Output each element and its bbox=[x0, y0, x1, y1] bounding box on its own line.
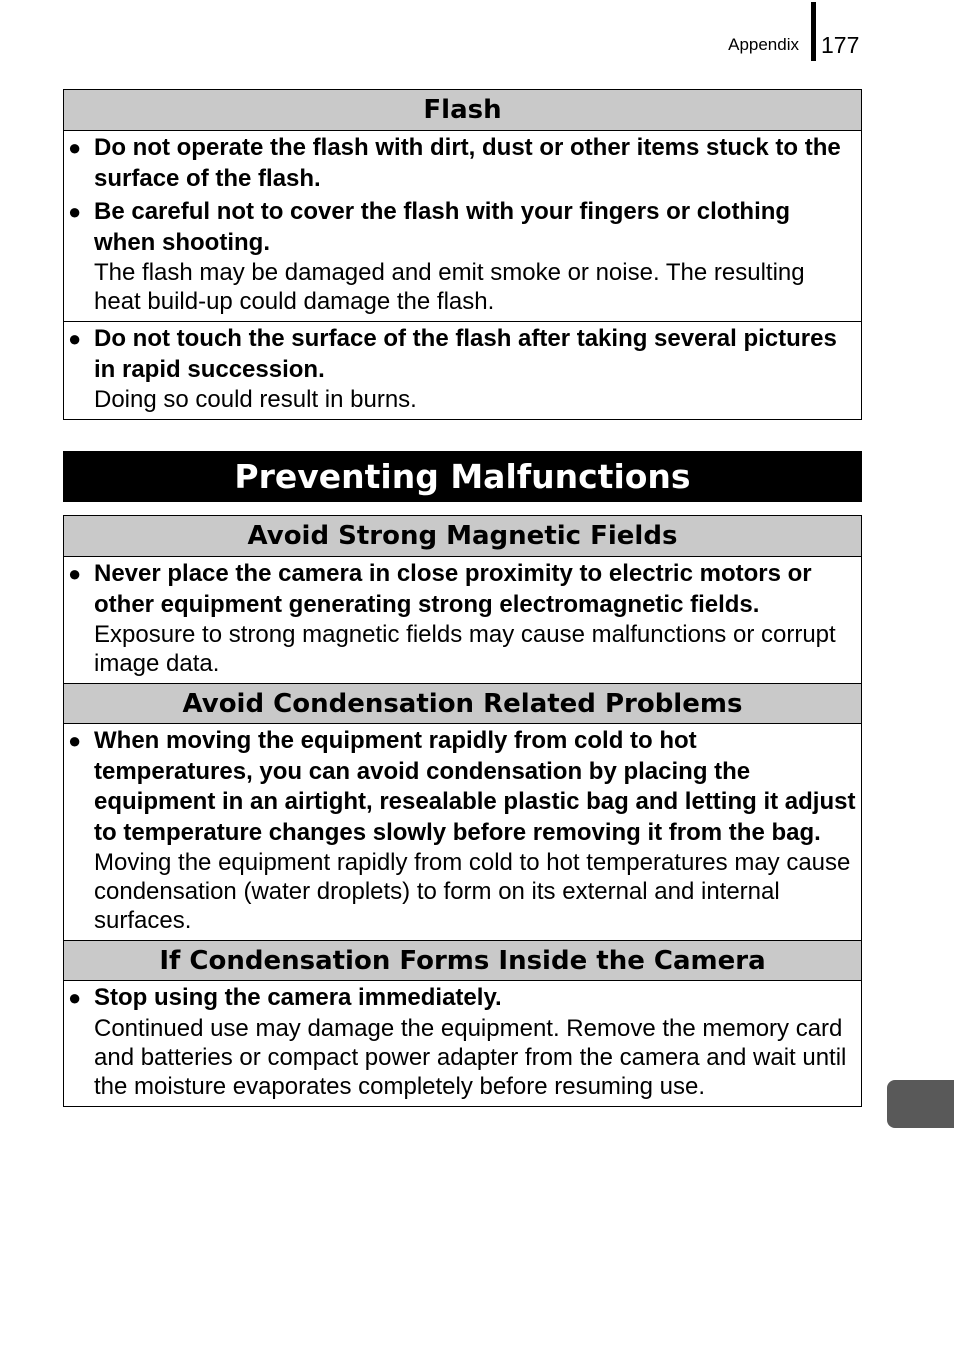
condensation-heading: Avoid Condensation Related Problems bbox=[64, 683, 861, 724]
chapter-tab bbox=[887, 1080, 954, 1128]
flash-heading: Flash bbox=[64, 90, 861, 131]
warning-bold: Never place the camera in close proximity to electric motors or other equipment generating strong electromagnetic fields. bbox=[94, 560, 812, 618]
section-title: Preventing Malfunctions bbox=[63, 451, 862, 502]
inside-heading: If Condensation Forms Inside the Camera bbox=[64, 940, 861, 981]
list-item bbox=[68, 983, 857, 1101]
warning-bold: Do not touch the surface of the flash after taking several pictures in rapid succession. bbox=[94, 325, 837, 383]
inside-cell bbox=[64, 981, 861, 1106]
bullet-icon: ● bbox=[68, 728, 82, 753]
section-label: Appendix bbox=[728, 35, 799, 54]
warning-bold: When moving the equipment rapidly from cold to hot temperatures, you can avoid condensation by placing the equipment in an airtight, resealable plastic bag and letting it adjust to temperature changes slowly before removing it from the bag. bbox=[94, 727, 856, 846]
list-item bbox=[68, 324, 857, 414]
bullet-icon: ● bbox=[68, 985, 82, 1010]
list-item bbox=[68, 197, 857, 316]
flash-cell-1 bbox=[64, 131, 861, 321]
malfunctions-box bbox=[63, 515, 862, 1107]
warning-text: Exposure to strong magnetic fields may cause malfunctions or corrupt image data. bbox=[94, 621, 836, 677]
list-item bbox=[68, 133, 857, 194]
bullet-icon: ● bbox=[68, 326, 82, 351]
bullet-icon: ● bbox=[68, 199, 82, 224]
warning-bold: Be careful not to cover the flash with your fingers or clothing when shooting. bbox=[94, 198, 791, 256]
warning-text: Continued use may damage the equipment. Remove the memory card and batteries or compact power adapter from the camera and wait until the moisture evaporates completely before resuming use. bbox=[94, 1014, 847, 1100]
condensation-cell bbox=[64, 724, 861, 940]
page-number: 177 bbox=[821, 32, 860, 58]
list-item bbox=[68, 559, 857, 678]
list-item bbox=[68, 726, 857, 935]
bullet-icon: ● bbox=[68, 561, 82, 586]
bullet-icon: ● bbox=[68, 135, 82, 160]
magnetic-heading: Avoid Strong Magnetic Fields bbox=[64, 516, 861, 557]
warning-text: Moving the equipment rapidly from cold to hot temperatures may cause condensation (water droplets) to form on its external and internal surfaces. bbox=[94, 849, 851, 934]
warning-bold: Do not operate the flash with dirt, dust or other items stuck to the surface of the flash. bbox=[94, 134, 841, 192]
warning-bold: Stop using the camera immediately. bbox=[94, 984, 502, 1011]
warning-text: Doing so could result in burns. bbox=[94, 386, 417, 413]
flash-cell-2 bbox=[64, 321, 861, 419]
flash-box bbox=[63, 89, 862, 420]
magnetic-cell bbox=[64, 557, 861, 683]
warning-text: The flash may be damaged and emit smoke or noise. The resulting heat build-up could damage the flash. bbox=[94, 259, 805, 315]
header-divider bbox=[811, 2, 816, 61]
